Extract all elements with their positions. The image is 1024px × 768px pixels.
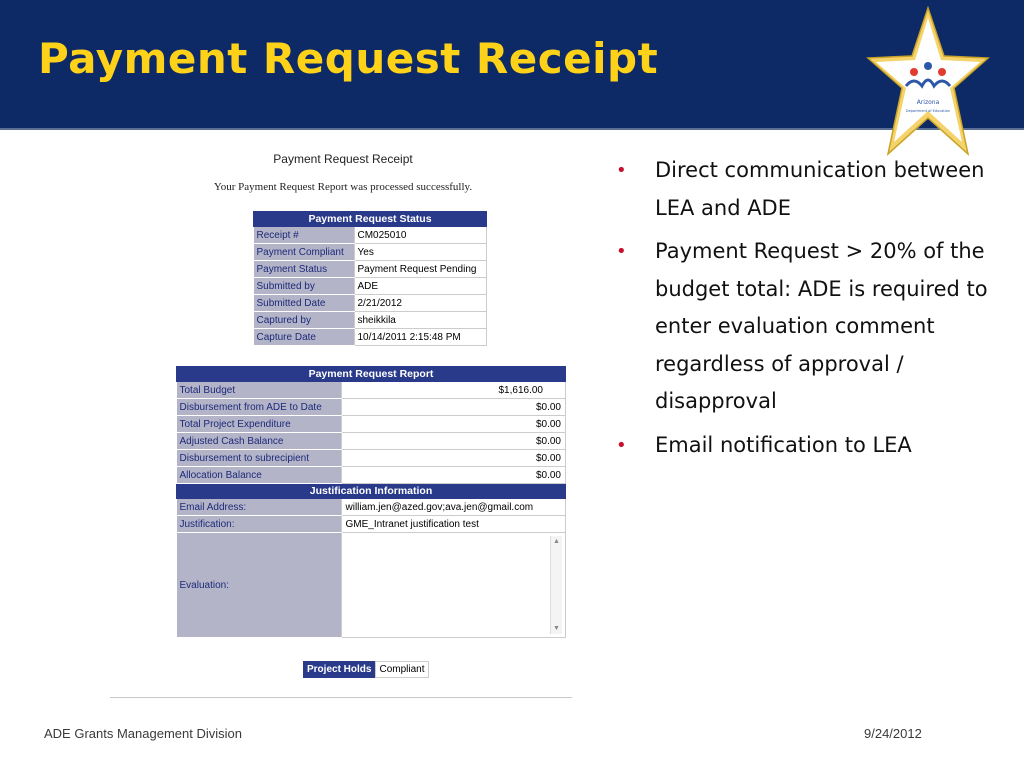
bullet-icon: • — [616, 241, 627, 262]
receipt-title: Payment Request Receipt — [273, 152, 413, 166]
row-value: Yes — [354, 244, 487, 261]
bullet-item — [616, 233, 996, 421]
evaluation-textarea[interactable] — [341, 533, 566, 638]
bullet-text: Email notification to LEA — [655, 432, 912, 457]
row-label: Captured by — [254, 312, 355, 329]
row-value: sheikkila — [354, 312, 487, 329]
row-label: Total Project Expenditure — [177, 416, 342, 433]
row-value: $0.00 — [341, 450, 566, 467]
table-row — [177, 516, 566, 533]
email-label: Email Address: — [177, 499, 342, 516]
row-label: Allocation Balance — [177, 467, 342, 484]
row-value: $1,616.00 — [341, 382, 566, 399]
row-label: Adjusted Cash Balance — [177, 433, 342, 450]
table-row — [254, 312, 487, 329]
table-row — [254, 227, 487, 244]
report-table-header: Payment Request Report — [177, 367, 566, 382]
receipt-message: Your Payment Request Report was processed successfully. — [213, 181, 473, 193]
payment-status-table — [253, 211, 487, 346]
bullet-item — [616, 152, 996, 227]
table-row — [177, 399, 566, 416]
scroll-down-icon[interactable]: ▼ — [553, 625, 560, 632]
project-holds-label: Project Holds — [303, 661, 375, 678]
row-label: Payment Status — [254, 261, 355, 278]
row-value: 2/21/2012 — [354, 295, 487, 312]
status-table-header: Payment Request Status — [254, 212, 487, 227]
evaluation-label: Evaluation: — [177, 533, 342, 638]
bullet-icon: • — [616, 160, 627, 181]
table-row — [254, 244, 487, 261]
bullet-icon: • — [616, 434, 627, 456]
justification-value: GME_Intranet justification test — [341, 516, 566, 533]
row-value: Payment Request Pending — [354, 261, 487, 278]
row-label: Payment Compliant — [254, 244, 355, 261]
row-label: Total Budget — [177, 382, 342, 399]
table-row — [177, 382, 566, 399]
table-row — [177, 499, 566, 516]
table-row — [177, 416, 566, 433]
table-row — [254, 278, 487, 295]
row-label: Disbursement to subrecipient — [177, 450, 342, 467]
row-value: 10/14/2011 2:15:48 PM — [354, 329, 487, 346]
row-value: $0.00 — [341, 467, 566, 484]
row-label: Capture Date — [254, 329, 355, 346]
logo-text: Arizona — [916, 99, 940, 106]
row-value: $0.00 — [341, 399, 566, 416]
table-row — [177, 450, 566, 467]
row-label: Disbursement from ADE to Date — [177, 399, 342, 416]
divider — [110, 697, 572, 698]
row-value: $0.00 — [341, 433, 566, 450]
row-label: Submitted by — [254, 278, 355, 295]
footer-date: 9/24/2012 — [864, 726, 922, 741]
row-value: $0.00 — [341, 416, 566, 433]
email-value: william.jen@azed.gov;ava.jen@gmail.com — [341, 499, 566, 516]
row-value: ADE — [354, 278, 487, 295]
table-row — [254, 329, 487, 346]
evaluation-scrollbar[interactable] — [550, 536, 562, 634]
payment-report-table — [176, 366, 566, 638]
table-row — [254, 261, 487, 278]
slide-title: Payment Request Receipt — [38, 34, 659, 83]
justification-label: Justification: — [177, 516, 342, 533]
table-row — [177, 467, 566, 484]
table-row — [254, 295, 487, 312]
table-row — [177, 533, 566, 638]
ade-star-logo — [866, 6, 990, 156]
table-row — [177, 433, 566, 450]
project-holds-value: Compliant — [375, 661, 428, 678]
bullet-list — [616, 152, 996, 470]
slide-header — [0, 0, 1024, 130]
bullet-text: Direct communication between LEA and ADE — [655, 158, 985, 220]
receipt-screenshot — [110, 140, 576, 700]
svg-text:Department of Education: Department of Education — [905, 109, 951, 113]
bullet-item — [616, 427, 996, 465]
row-label: Receipt # — [254, 227, 355, 244]
footer-division: ADE Grants Management Division — [44, 726, 242, 741]
scroll-up-icon[interactable]: ▲ — [553, 538, 560, 545]
bullet-text: Payment Request > 20% of the budget total: ADE is required to enter evaluation comment regardless of approval / disapproval — [655, 239, 988, 413]
row-label: Submitted Date — [254, 295, 355, 312]
row-value: CM025010 — [354, 227, 487, 244]
justification-header: Justification Information — [177, 484, 566, 499]
project-holds — [303, 661, 429, 678]
